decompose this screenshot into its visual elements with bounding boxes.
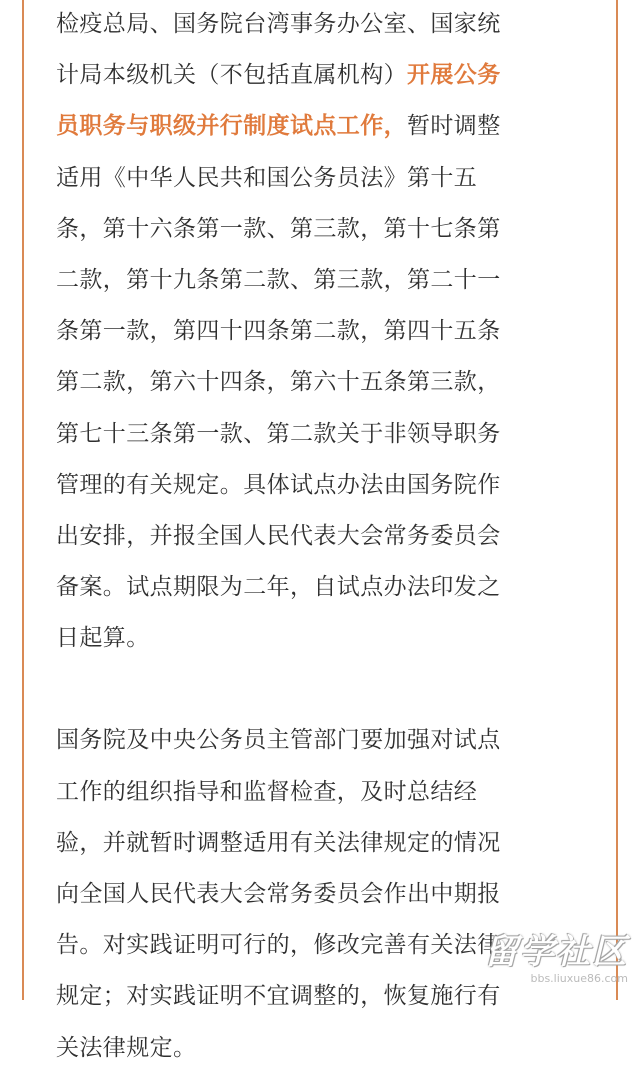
- text-line: [56, 1023, 586, 1074]
- text-line: [56, 767, 586, 818]
- line-text: 规定；对实践证明不宜调整的，恢复施行有: [56, 983, 501, 1010]
- text-line: [56, 460, 586, 511]
- text-line: [56, 511, 586, 562]
- line-text: 工作的组织指导和监督检查，及时总结经: [56, 778, 478, 805]
- text-line: [56, 869, 586, 920]
- highlighted-text: 员职务与职级并行制度试点工作，: [56, 113, 407, 140]
- paragraph-1: [56, 0, 586, 664]
- line-text: 暂时调整: [407, 113, 501, 140]
- line-text: 二款，第十九条第二款、第三款，第二十一: [56, 266, 501, 293]
- line-text: 计局本级机关（不包括直属机构）: [56, 62, 407, 89]
- site-watermark: [478, 932, 628, 990]
- line-text: 条，第十六条第一款、第三款，第十七条第: [56, 215, 501, 242]
- right-border-line: [616, 0, 618, 1000]
- line-text: 向全国人民代表大会常务委员会作出中期报: [56, 881, 501, 907]
- watermark-url: bbs.liuxue86.com: [530, 972, 628, 985]
- text-line: [56, 204, 586, 255]
- line-text: 管理的有关规定。具体试点办法由国务院作: [56, 471, 501, 498]
- line-text: 国务院及中央公务员主管部门要加强对试点: [56, 727, 501, 754]
- text-line: [56, 255, 586, 306]
- line-text: 适用《中华人民共和国公务员法》第十五: [56, 164, 478, 191]
- line-text: 日起算。: [56, 625, 150, 652]
- left-border-line: [22, 0, 24, 1000]
- article-body: [56, 0, 586, 1074]
- text-line: [56, 613, 586, 664]
- line-text: 第七十三条第一款、第二款关于非领导职务: [56, 420, 501, 447]
- text-line: [56, 818, 586, 869]
- line-text: 验，并就暂时调整适用有关法律规定的情况: [56, 829, 501, 856]
- text-line: [56, 0, 586, 50]
- text-line: [56, 409, 586, 460]
- line-text: 条第一款，第四十四条第二款，第四十五条: [56, 318, 501, 345]
- text-line: [56, 101, 586, 152]
- line-text: 告。对实践证明可行的，修改完善有关法律: [56, 932, 501, 959]
- text-line: [56, 306, 586, 357]
- line-text: 关法律规定。: [56, 1034, 197, 1061]
- text-line: [56, 562, 586, 613]
- line-text: 出安排，并报全国人民代表大会常务委员会: [56, 522, 501, 549]
- text-line: [56, 715, 586, 766]
- text-line: [56, 357, 586, 408]
- highlighted-text: 开展公务: [407, 62, 501, 89]
- line-text: 备案。试点期限为二年，自试点办法印发之: [56, 574, 501, 601]
- watermark-title: 留学社区: [484, 932, 628, 972]
- text-line: [56, 153, 586, 204]
- paragraph-2: [56, 715, 586, 1073]
- text-line: [56, 50, 586, 101]
- line-text: 第二款，第六十四条，第六十五条第三款，: [56, 369, 501, 396]
- line-text: 检疫总局、国务院台湾事务办公室、国家统: [56, 11, 501, 37]
